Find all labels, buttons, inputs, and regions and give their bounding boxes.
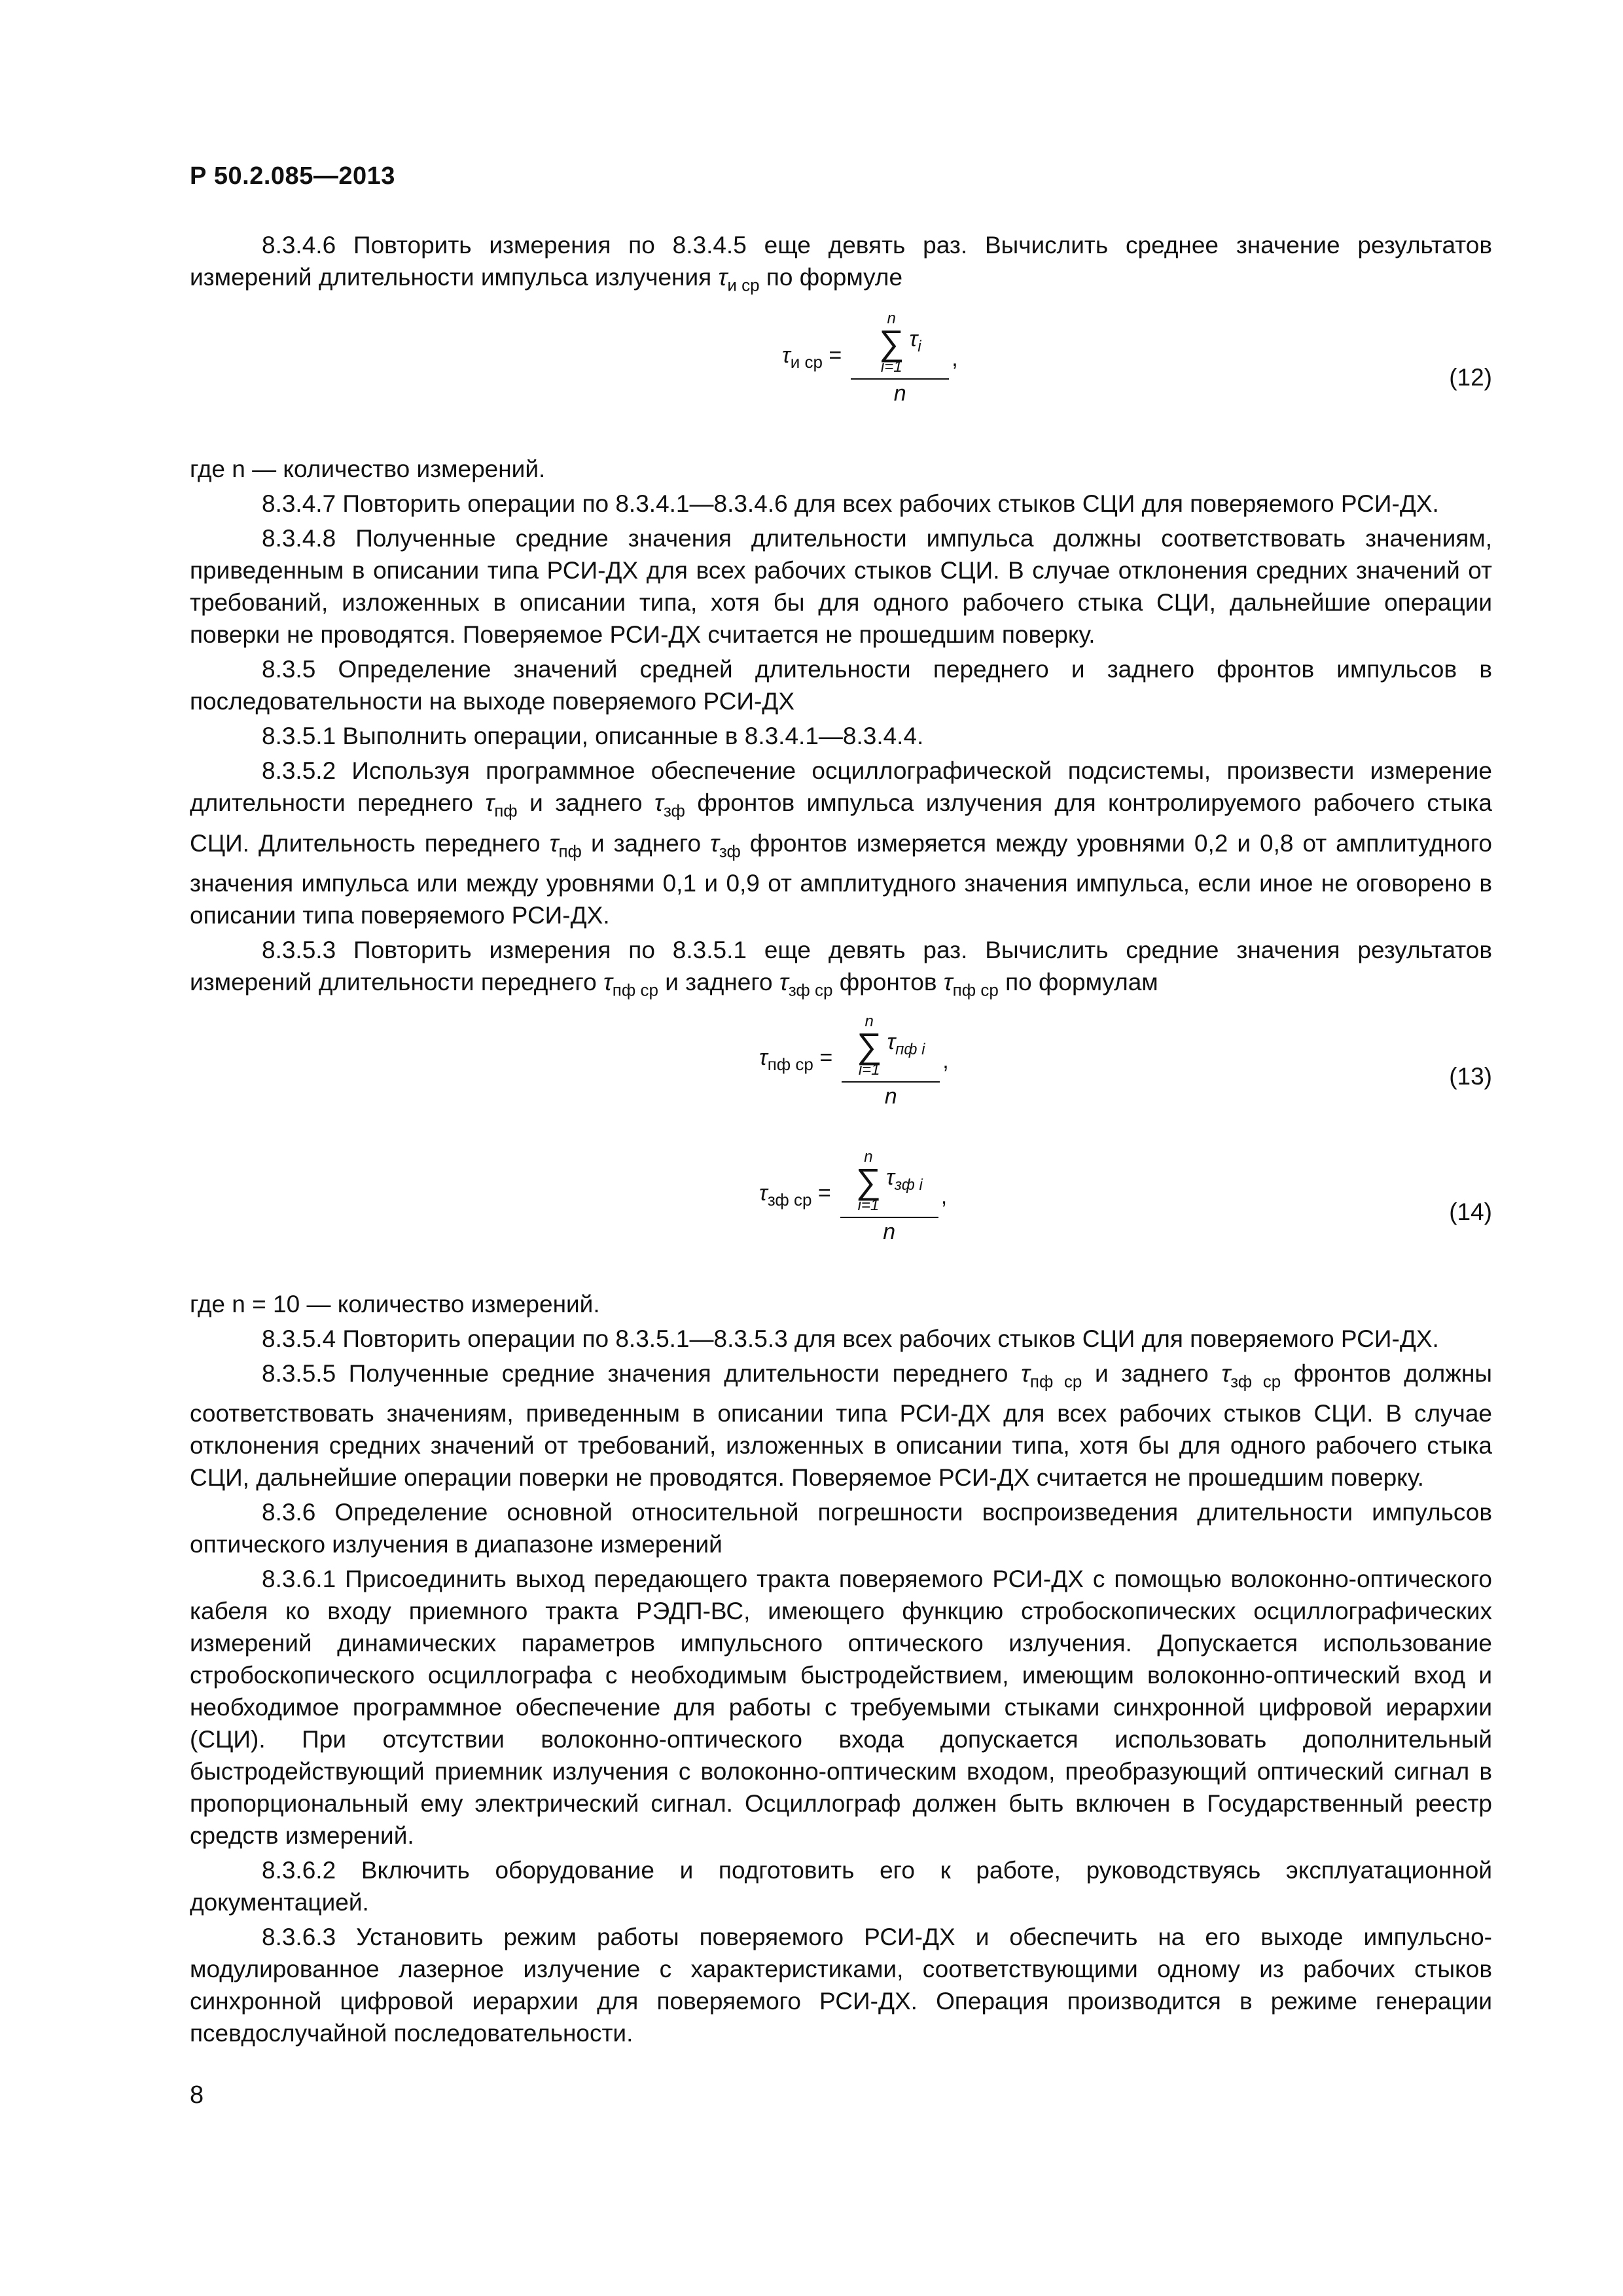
text-run: 8.3.4.6 Повторить измерения по 8.3.4.5 еще девять раз. Вычислить среднее значение результатов измерений длительности импульса излучения: [190, 232, 1492, 291]
formula-13-lhs: $\tau_{пф ср}$ =: [759, 1045, 833, 1074]
formula-13: [190, 1009, 1492, 1143]
document-body: [190, 229, 1492, 2052]
formula-12-number: (12): [1449, 364, 1492, 391]
formula-12-expression: $\tau_{и ср}$ = n ∑ i=1 $\tau_i$ n ,: [782, 310, 958, 406]
paragraph-8-3-5-3: 8.3.5.3 Повторить измерения по 8.3.5.1 еще девять раз. Вычислить средние значения результатов измерений длительности переднего $\tau_{пф ср}$ и заднего $\tau_{зф ср}$ фронтов $\tau_{пф ср}$ по формулам: [190, 937, 1492, 1000]
paragraph-8-3-6: 8.3.6 Определение основной относительной погрешности воспроизведения длительности импульсов оптического излучения в диапазоне измерений: [190, 1498, 1492, 1558]
formula-12: [190, 304, 1492, 448]
paragraph-8-3-5-5: 8.3.5.5 Полученные средние значения длительности переднего $\tau_{пф ср}$ и заднего $\tau_{зф ср}$ фронтов должны соответствовать значениям, приведенным в описании типа РСИ-ДХ для всех рабочих стыков СЦИ. В случае отклонения средних значений от требований, изложенных в описании типа, хотя бы для одного рабочего стыка СЦИ, дальнейшие операции поверки не проводятся. Поверяемое РСИ-ДХ считается не прошедшим поверку.: [190, 1359, 1492, 1491]
where-n: где n — количество измерений.: [190, 456, 546, 483]
formula-14-number: (14): [1449, 1198, 1492, 1225]
page-number: 8: [190, 2081, 204, 2109]
formula-14-lhs: $\tau_{зф ср}$ =: [759, 1181, 831, 1210]
formula-12-lhs: $\tau_{и ср}$ =: [782, 342, 842, 372]
paragraph-8-3-6-2: 8.3.6.2 Включить оборудование и подготовить его к работе, руководствуясь эксплуатационной документацией.: [190, 1856, 1492, 1916]
formula-14-fraction: n ∑ i=1 $\tau_{зф i}$ n: [840, 1149, 938, 1246]
paragraph-8-3-6-1: 8.3.6.1 Присоединить выход передающего тракта поверяемого РСИ-ДХ с помощью волоконно-оптического кабеля ко входу приемного тракта РЭДП-ВС, имеющего функцию стробоскопических осциллографических измерений динамических параметров импульсного оптического излучения. Допускается использование стробоскопического осциллографа с необходимым быстродействием, имеющим волоконно-оптический вход и необходимое программное обеспечение для работы с требуемыми стыками синхронной цифровой иерархии (СЦИ). При отсутствии волоконно-оптического входа допускается использовать дополнительный быстродействующий приемник излучения с волоконно-оптическим входом, преобразующий оптический сигнал в пропорциональный ему электрический сигнал. Осциллограф должен быть включен в Государственный реестр средств измерений.: [190, 1565, 1492, 1849]
paragraph-8-3-4-8: 8.3.4.8 Полученные средние значения длительности импульса должны соответствовать значениям, приведенным в описании типа РСИ-ДХ для всех рабочих стыков СЦИ. В случае отклонения средних значений от требований, изложенных в описании типа, хотя бы для одного рабочего стыка СЦИ, дальнейшие операции поверки не проводятся. Поверяемое РСИ-ДХ считается не прошедшим поверку.: [190, 525, 1492, 649]
paragraph-8-3-4-7: 8.3.4.7 Повторить операции по 8.3.4.1—8.3.4.6 для всех рабочих стыков СЦИ для поверяемого РСИ-ДХ.: [262, 490, 1439, 518]
formula-13-fraction: n ∑ i=1 $\tau_{пф i}$ n: [842, 1013, 940, 1110]
formula-14-expression: $\tau_{зф ср}$ = n ∑ i=1 $\tau_{зф i}$ n ,: [759, 1147, 948, 1244]
paragraph-8-3-5-2: 8.3.5.2 Используя программное обеспечение осциллографической подсистемы, произвести измерение длительности переднего $\tau_{пф}$ и заднего $\tau_{зф}$ фронтов импульса излучения для контролируемого рабочего стыка СЦИ. Длительность переднего $\tau_{пф}$ и заднего $\tau_{зф}$ фронтов измеряется между уровнями 0,2 и 0,8 от амплитудного значения импульса или между уровнями 0,1 и 0,9 от амплитудного значения импульса, если иное не оговорено в описании типа поверяемого РСИ-ДХ.: [190, 757, 1492, 929]
where-n-10: где n = 10 — количество измерений.: [190, 1290, 600, 1318]
symbol-tau-icp: $\tau_{и ср}$: [718, 264, 760, 295]
paragraph-8-3-5-1: 8.3.5.1 Выполнить операции, описанные в 8.3.4.1—8.3.4.4.: [262, 723, 924, 750]
formula-12-fraction: n ∑ i=1 $\tau_i$ n: [851, 310, 949, 407]
paragraph-8-3-4-6: [190, 229, 1492, 301]
document-code-header: Р 50.2.085—2013: [190, 162, 395, 190]
paragraph-8-3-6-3: 8.3.6.3 Установить режим работы поверяемого РСИ-ДХ и обеспечить на его выходе импульсно-модулированное лазерное излучение с характеристиками, соответствующими одному из рабочих стыков синхронной цифровой иерархии для поверяемого РСИ-ДХ. Операция производится в режиме генерации псевдослучайной последовательности.: [190, 1923, 1492, 2047]
formula-14: [190, 1149, 1492, 1283]
paragraph-8-3-5: 8.3.5 Определение значений средней длительности переднего и заднего фронтов импульсов в последовательности на выходе поверяемого РСИ-ДХ: [190, 656, 1492, 715]
paragraph-8-3-5-4: 8.3.5.4 Повторить операции по 8.3.5.1—8.3.5.3 для всех рабочих стыков СЦИ для поверяемого РСИ-ДХ.: [262, 1325, 1439, 1352]
formula-13-number: (13): [1449, 1062, 1492, 1090]
text-run: по формуле: [759, 264, 903, 291]
formula-13-expression: $\tau_{пф ср}$ = n ∑ i=1 $\tau_{пф i}$ n ,: [759, 1012, 949, 1109]
